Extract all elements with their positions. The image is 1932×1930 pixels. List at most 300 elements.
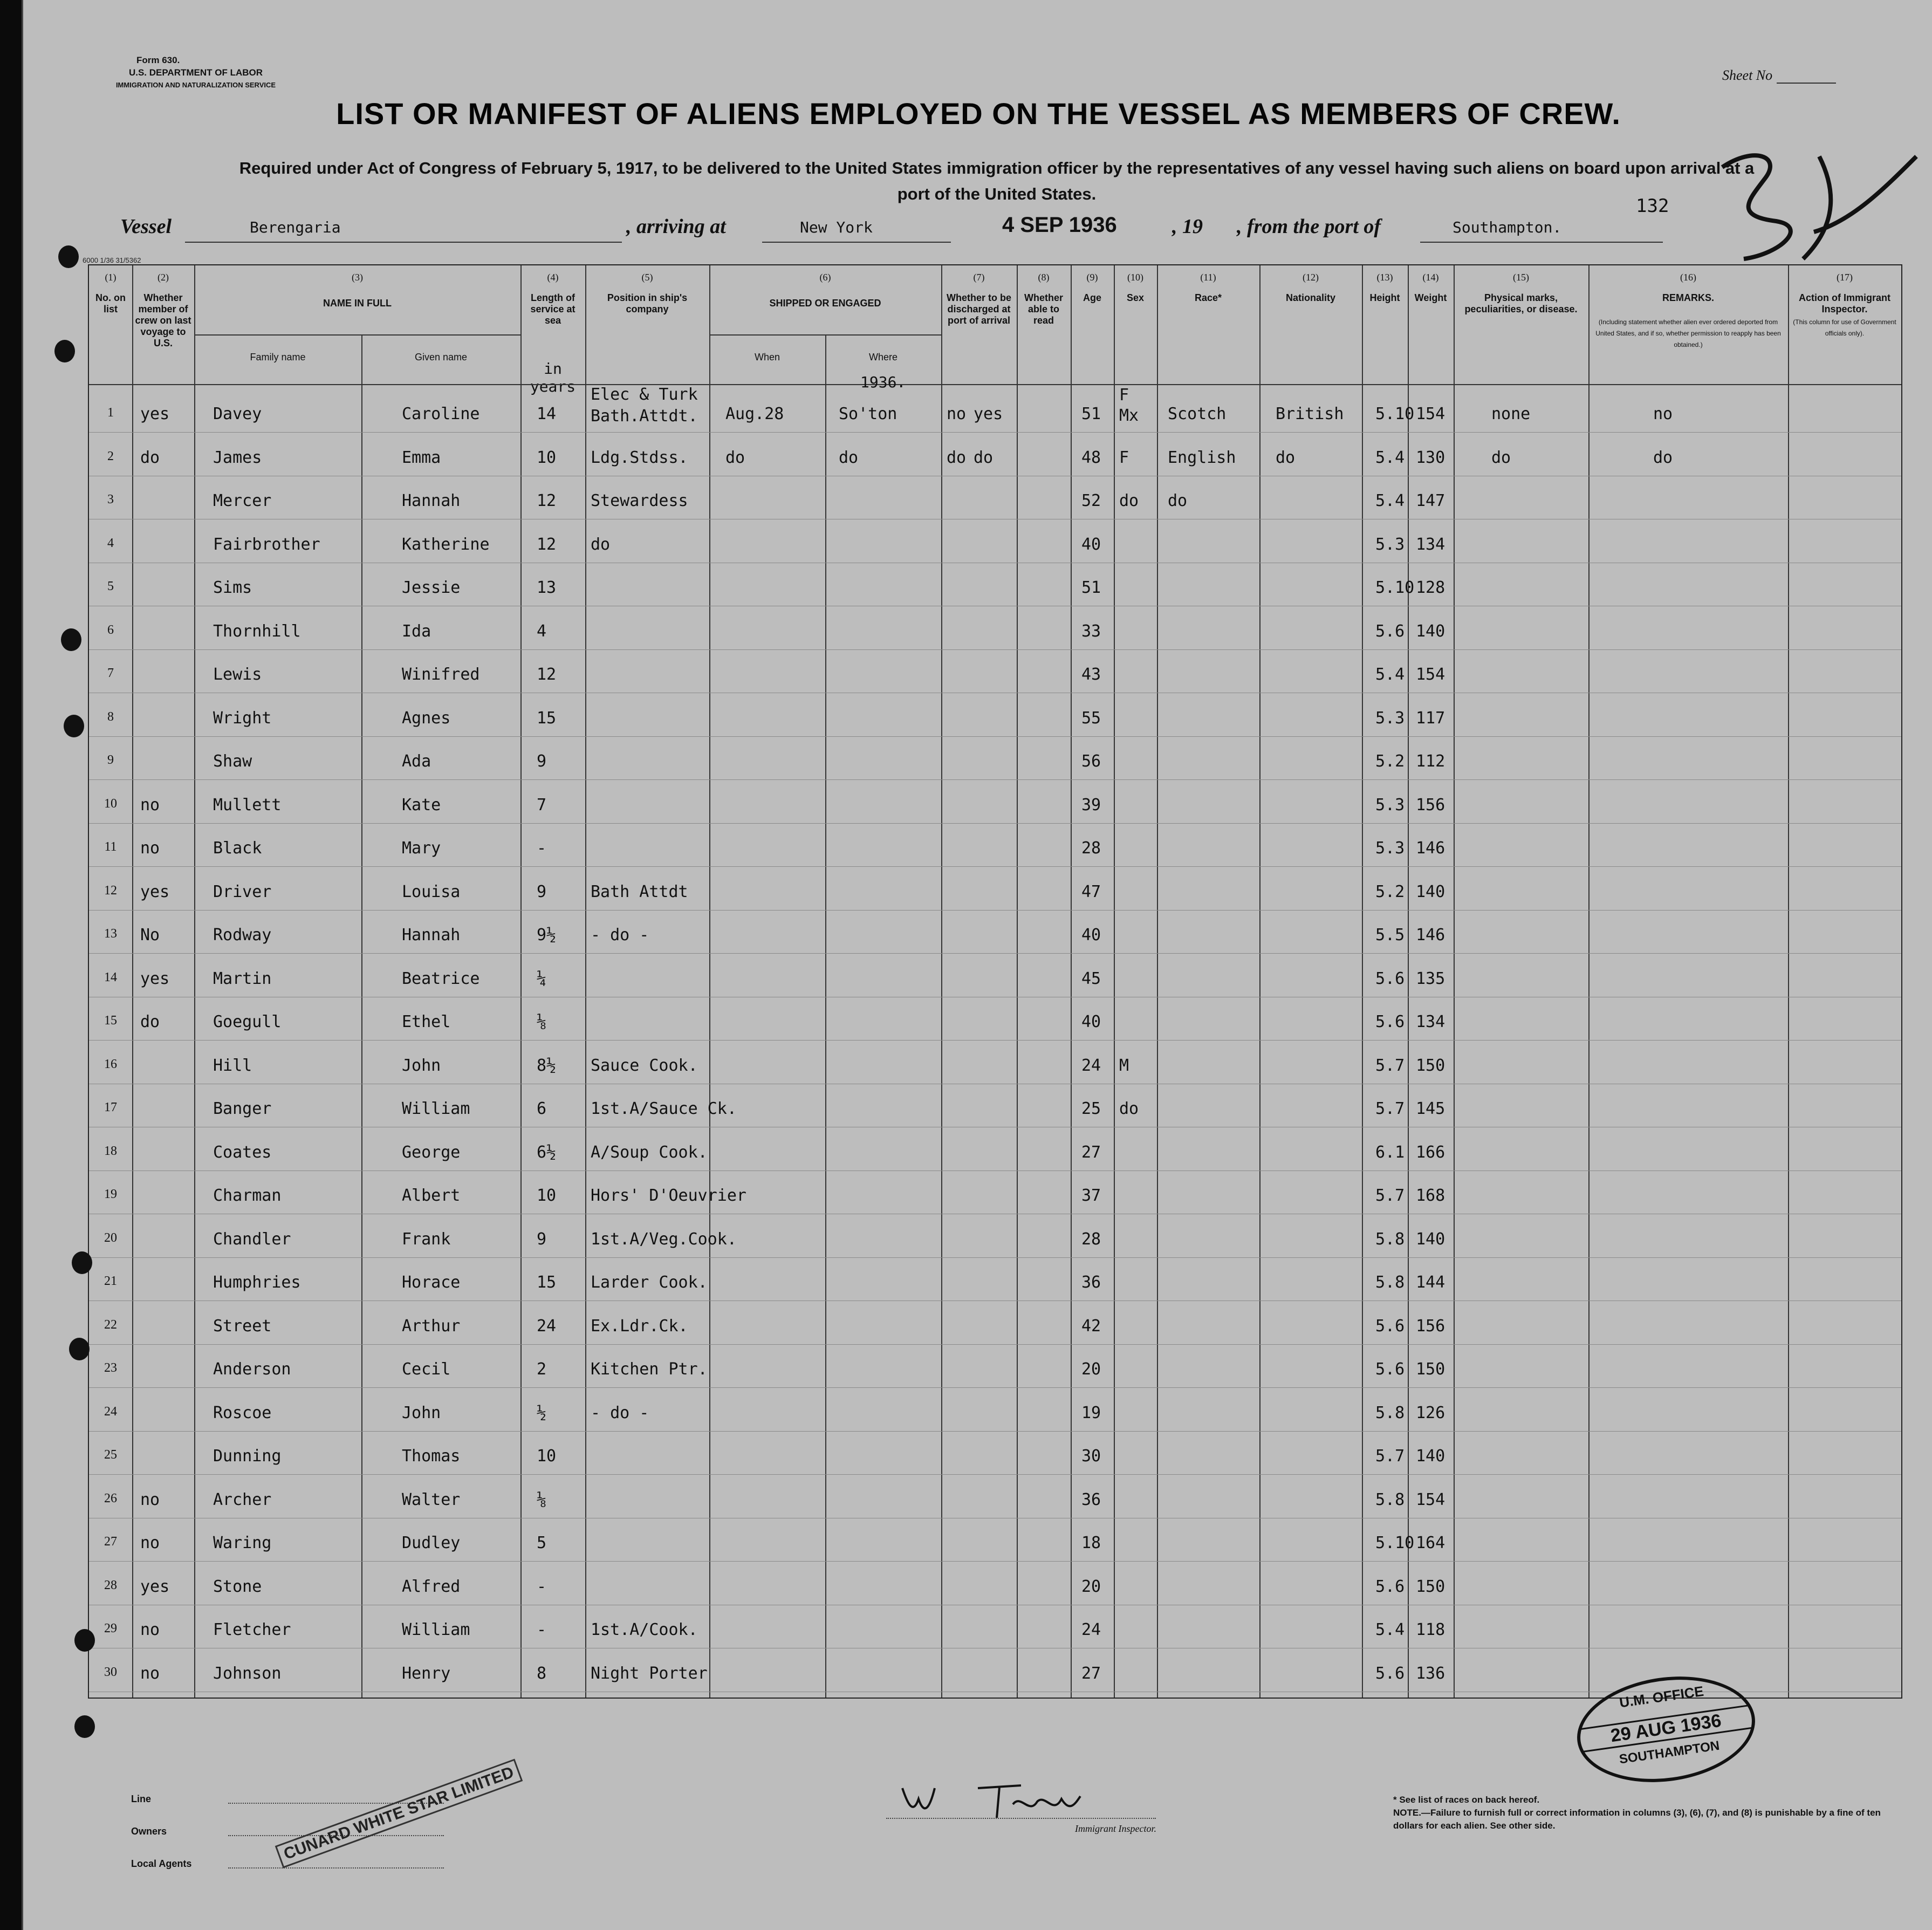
column-number: (16) xyxy=(1680,272,1696,283)
given-name: William xyxy=(402,1620,470,1639)
height: 5.7 xyxy=(1375,1447,1405,1466)
table-row xyxy=(89,1605,1901,1648)
age: 24 xyxy=(1081,1056,1101,1075)
given-name-header: Given name xyxy=(414,352,468,362)
family-name: Johnson xyxy=(213,1664,282,1683)
given-name: Winifred xyxy=(402,665,480,684)
inspector-label: Immigrant Inspector. xyxy=(1075,1823,1156,1834)
given-name: Mary xyxy=(402,839,441,858)
family-name: Hill xyxy=(213,1056,252,1075)
column-number: (2) xyxy=(157,272,169,283)
table-row xyxy=(89,476,1901,519)
sex: do xyxy=(1119,491,1139,510)
row-number: 23 xyxy=(104,1361,117,1375)
height: 5.4 xyxy=(1375,1620,1405,1639)
where-header: Where xyxy=(868,352,898,362)
age: 56 xyxy=(1081,752,1101,771)
family-name: Mercer xyxy=(213,491,272,510)
page-title: LIST OR MANIFEST OF ALIENS EMPLOYED ON THE VESSEL AS MEMBERS OF CREW. xyxy=(336,97,1621,131)
height: 5.3 xyxy=(1375,708,1405,728)
weight: 154 xyxy=(1416,405,1445,423)
table-row xyxy=(89,1518,1901,1562)
service-years: 12 xyxy=(537,535,557,554)
office-stamp-date: 29 AUG 1936 xyxy=(1579,1705,1753,1753)
table-row xyxy=(89,694,1901,737)
discharge: no xyxy=(947,405,967,423)
weight: 146 xyxy=(1416,839,1445,858)
weight: 130 xyxy=(1416,448,1445,467)
prev-voyage: no xyxy=(140,1490,160,1509)
family-name: James xyxy=(213,448,262,467)
weight: 150 xyxy=(1416,1360,1445,1379)
height: 5.5 xyxy=(1375,926,1405,945)
column-number: (3) xyxy=(352,272,363,283)
able-to-read: yes xyxy=(974,405,1003,423)
table-row xyxy=(89,1562,1901,1605)
table-row xyxy=(89,997,1901,1041)
age: 45 xyxy=(1081,969,1101,988)
family-name: Goegull xyxy=(213,1012,282,1031)
sex: F xyxy=(1119,448,1129,467)
service-years: 15 xyxy=(537,708,557,728)
office-stamp-top: U.M. OFFICE xyxy=(1618,1682,1705,1711)
height: 5.3 xyxy=(1375,795,1405,815)
when-header: When xyxy=(754,352,780,362)
arriving-label: , arriving at xyxy=(626,215,726,238)
given-name: Kate xyxy=(402,795,441,815)
table-row xyxy=(89,385,1901,433)
sheet-number-label: Sheet No xyxy=(1722,67,1836,84)
row-number: 22 xyxy=(104,1317,117,1332)
given-name: Horace xyxy=(402,1273,461,1292)
column-header: Height xyxy=(1369,292,1400,303)
where-shipped: So'ton xyxy=(839,405,898,423)
age: 28 xyxy=(1081,839,1101,858)
column-number: (1) xyxy=(105,272,117,283)
age: 52 xyxy=(1081,491,1101,510)
weight: 140 xyxy=(1416,882,1445,901)
age: 51 xyxy=(1081,405,1101,423)
crew-table xyxy=(88,264,1902,1699)
service-years: 6 xyxy=(537,1099,547,1118)
service-years: ½ xyxy=(537,1403,547,1422)
year-label: , 19 xyxy=(1172,215,1203,238)
height: 5.4 xyxy=(1375,491,1405,510)
weight: 134 xyxy=(1416,535,1445,554)
service-years: 7 xyxy=(537,795,547,815)
row-number: 18 xyxy=(104,1144,117,1158)
punch-hole-icon xyxy=(61,628,81,651)
given-name: Ethel xyxy=(402,1012,451,1031)
row-number: 24 xyxy=(104,1404,117,1419)
column-number: (13) xyxy=(1376,272,1393,283)
punch-hole-icon xyxy=(74,1629,95,1652)
column-header: No. on list xyxy=(95,292,126,314)
table-row xyxy=(89,433,1901,476)
prev-voyage: no xyxy=(140,1620,160,1639)
column-number: (7) xyxy=(973,272,985,283)
family-name-header: Family name xyxy=(250,352,306,362)
weight: 118 xyxy=(1416,1620,1445,1639)
service-years: ¼ xyxy=(537,969,547,988)
weight: 134 xyxy=(1416,1012,1445,1031)
row-number: 7 xyxy=(107,666,114,680)
height: 5.7 xyxy=(1375,1186,1405,1205)
family-name: Waring xyxy=(213,1534,272,1552)
row-number: 30 xyxy=(104,1665,117,1679)
table-row xyxy=(89,781,1901,824)
column-note: (This column for use of Government officials only). xyxy=(1793,318,1896,337)
given-name: Arthur xyxy=(402,1316,461,1336)
service-years: 13 xyxy=(537,578,557,597)
able-to-read: do xyxy=(974,448,994,467)
family-name: Fletcher xyxy=(213,1620,291,1639)
column-header: Nationality xyxy=(1285,292,1335,303)
weight: 128 xyxy=(1416,578,1445,597)
table-row xyxy=(89,1215,1901,1258)
height: 5.6 xyxy=(1375,1664,1405,1683)
height: 5.8 xyxy=(1375,1490,1405,1509)
prev-voyage: no xyxy=(140,839,160,858)
height: 5.2 xyxy=(1375,752,1405,771)
handwritten-mark-icon xyxy=(1711,146,1927,275)
position: 1st.A/Cook. xyxy=(591,1620,698,1639)
form-number: Form 630. xyxy=(136,55,180,65)
remarks: do xyxy=(1653,448,1673,467)
row-number: 10 xyxy=(104,796,117,811)
weight: 135 xyxy=(1416,969,1445,988)
given-name: Cecil xyxy=(402,1360,451,1379)
position: Sauce Cook. xyxy=(591,1056,698,1075)
weight: 156 xyxy=(1416,795,1445,815)
form-info xyxy=(109,54,282,91)
height: 5.2 xyxy=(1375,882,1405,901)
table-row xyxy=(89,1171,1901,1214)
sex: do xyxy=(1119,1099,1139,1118)
age: 19 xyxy=(1081,1403,1101,1422)
table-row xyxy=(89,737,1901,780)
table-row xyxy=(89,1041,1901,1084)
service-years: 2 xyxy=(537,1360,547,1379)
fine-note: NOTE.—Failure to furnish full or correct information in columns (3), (6), (7), and (8) is punishable by a fine of ten dollars for each alien. See other side. xyxy=(1393,1808,1881,1831)
service-years: 10 xyxy=(537,1447,557,1466)
nationality: do xyxy=(1276,448,1296,467)
weight: 126 xyxy=(1416,1403,1445,1422)
row-number: 2 xyxy=(107,449,114,463)
service: IMMIGRATION AND NATURALIZATION SERVICE xyxy=(115,81,276,89)
family-name: Stone xyxy=(213,1577,262,1596)
height: 5.4 xyxy=(1375,665,1405,684)
height: 5.8 xyxy=(1375,1403,1405,1422)
column-header: REMARKS. xyxy=(1662,292,1714,303)
subheader-rule xyxy=(194,334,520,336)
column-header: NAME IN FULL xyxy=(323,298,392,309)
print-code: 6000 1/36 31/5362 xyxy=(83,256,141,264)
remarks: no xyxy=(1653,405,1673,423)
punch-hole-icon xyxy=(54,340,75,362)
service-years: ⅛ xyxy=(537,1490,547,1509)
height: 5.8 xyxy=(1375,1273,1405,1292)
age: 27 xyxy=(1081,1664,1101,1683)
age: 55 xyxy=(1081,708,1101,728)
family-name: Roscoe xyxy=(213,1403,272,1422)
arrival-port: New York xyxy=(800,218,873,236)
local-agents-label: Local Agents xyxy=(131,1858,192,1869)
departure-port: Southampton. xyxy=(1453,218,1562,236)
weight: 166 xyxy=(1416,1142,1445,1162)
when-shipped: do xyxy=(725,448,745,467)
family-name: Humphries xyxy=(213,1273,301,1292)
footer-note xyxy=(1393,1794,1900,1832)
row-number: 17 xyxy=(104,1100,117,1114)
when-shipped: Aug.28 xyxy=(725,405,784,423)
age: 42 xyxy=(1081,1316,1101,1336)
height: 6.1 xyxy=(1375,1142,1405,1162)
given-name: Walter xyxy=(402,1490,461,1509)
manifest-sheet xyxy=(22,0,1932,1930)
column-header: Race* xyxy=(1194,292,1222,303)
family-name: Anderson xyxy=(213,1360,291,1379)
position: Ldg.Stdss. xyxy=(591,448,688,467)
height: 5.6 xyxy=(1375,969,1405,988)
weight: 154 xyxy=(1416,1490,1445,1509)
table-row xyxy=(89,1258,1901,1301)
family-name: Lewis xyxy=(213,665,262,684)
weight: 150 xyxy=(1416,1056,1445,1075)
service-years: 14 xyxy=(537,405,557,423)
service-years: 24 xyxy=(537,1316,557,1336)
height: 5.3 xyxy=(1375,535,1405,554)
column-number: (9) xyxy=(1086,272,1098,283)
weight: 156 xyxy=(1416,1316,1445,1336)
prev-voyage: no xyxy=(140,795,160,815)
family-name: Sims xyxy=(213,578,252,597)
given-name: Caroline xyxy=(402,405,480,423)
age: 40 xyxy=(1081,1012,1101,1031)
height: 5.7 xyxy=(1375,1099,1405,1118)
race: do xyxy=(1168,491,1188,510)
table-row xyxy=(89,1345,1901,1388)
row-number: 9 xyxy=(107,753,114,767)
age: 25 xyxy=(1081,1099,1101,1118)
department: U.S. DEPARTMENT OF LABOR xyxy=(128,67,263,78)
height: 5.10 xyxy=(1375,578,1415,597)
height: 5.10 xyxy=(1375,405,1415,423)
age: 36 xyxy=(1081,1273,1101,1292)
position: Hors' D'Oeuvrier xyxy=(591,1186,746,1205)
table-row xyxy=(89,1084,1901,1127)
age: 43 xyxy=(1081,665,1101,684)
row-number: 3 xyxy=(107,492,114,507)
service-years: 10 xyxy=(537,448,557,467)
weight: 147 xyxy=(1416,491,1445,510)
weight: 146 xyxy=(1416,926,1445,945)
age: 37 xyxy=(1081,1186,1101,1205)
punch-hole-icon xyxy=(72,1251,92,1274)
prev-voyage: do xyxy=(140,1012,160,1031)
service-years: ⅛ xyxy=(537,1012,547,1031)
given-name: Beatrice xyxy=(402,969,480,988)
given-name: George xyxy=(402,1142,461,1162)
weight: 154 xyxy=(1416,665,1445,684)
given-name: Katherine xyxy=(402,535,490,554)
height: 5.6 xyxy=(1375,1360,1405,1379)
page-number: 132 xyxy=(1636,195,1669,217)
physical-marks: do xyxy=(1491,448,1511,467)
service-years: - xyxy=(537,1620,547,1639)
weight: 164 xyxy=(1416,1534,1445,1552)
row-number: 13 xyxy=(104,927,117,941)
column-number: (6) xyxy=(819,272,831,283)
family-name: Archer xyxy=(213,1490,272,1509)
family-name: Driver xyxy=(213,882,272,901)
weight: 168 xyxy=(1416,1186,1445,1205)
row-number: 28 xyxy=(104,1578,117,1592)
given-name: John xyxy=(402,1056,441,1075)
family-name: Mullett xyxy=(213,795,282,815)
height: 5.8 xyxy=(1375,1229,1405,1249)
row-number: 21 xyxy=(104,1274,117,1288)
family-name: Black xyxy=(213,839,262,858)
given-name: Emma xyxy=(402,448,441,467)
age: 47 xyxy=(1081,882,1101,901)
height: 5.7 xyxy=(1375,1056,1405,1075)
row-number: 8 xyxy=(107,709,114,724)
row-number: 6 xyxy=(107,622,114,637)
age: 20 xyxy=(1081,1360,1101,1379)
table-row xyxy=(89,563,1901,606)
age: 36 xyxy=(1081,1490,1101,1509)
row-number: 5 xyxy=(107,579,114,593)
position: Bath Attdt xyxy=(591,882,688,901)
owners-label: Owners xyxy=(131,1826,167,1837)
column-header: Weight xyxy=(1414,292,1447,303)
column-note: (Including statement whether alien ever ordered deported from United States, and if so, whether permission to reapply has been obtained.) xyxy=(1595,318,1781,348)
age: 40 xyxy=(1081,926,1101,945)
table-row xyxy=(89,607,1901,650)
family-name: Shaw xyxy=(213,752,252,771)
service-years: 10 xyxy=(537,1186,557,1205)
service-years: 15 xyxy=(537,1273,557,1292)
position: 1st.A/Veg.Cook. xyxy=(591,1229,737,1249)
punch-hole-icon xyxy=(64,715,84,737)
punch-hole-icon xyxy=(69,1338,90,1360)
age: 20 xyxy=(1081,1577,1101,1596)
punch-hole-icon xyxy=(74,1715,95,1738)
service-years: 4 xyxy=(537,621,547,641)
position: Kitchen Ptr. xyxy=(591,1360,708,1379)
service-years: - xyxy=(537,839,547,858)
row-number: 4 xyxy=(107,536,114,550)
column-header: Physical marks, peculiarities, or disease. xyxy=(1464,292,1578,314)
column-number: (10) xyxy=(1127,272,1143,283)
row-number: 1 xyxy=(107,406,114,420)
given-name: Ida xyxy=(402,621,431,641)
position: A/Soup Cook. xyxy=(591,1142,708,1162)
date-stamp: 4 SEP 1936 xyxy=(1002,213,1117,237)
service-years: 12 xyxy=(537,491,557,510)
table-row xyxy=(89,1432,1901,1475)
prev-voyage: do xyxy=(140,448,160,467)
where-shipped: do xyxy=(839,448,859,467)
race: English xyxy=(1168,448,1236,467)
position: Larder Cook. xyxy=(591,1273,708,1292)
column-header: Whether to be discharged at port of arrival xyxy=(947,292,1011,326)
position: - do - xyxy=(591,1403,649,1422)
agent-stamp: CUNARD WHITE STAR LIMITED xyxy=(275,1758,523,1868)
table-row xyxy=(89,1302,1901,1345)
given-name: Thomas xyxy=(402,1447,461,1466)
position: do xyxy=(591,535,611,554)
service-years: 12 xyxy=(537,665,557,684)
given-name: Louisa xyxy=(402,882,461,901)
weight: 150 xyxy=(1416,1577,1445,1596)
when-year: 1936. xyxy=(860,373,906,391)
weight: 117 xyxy=(1416,708,1445,728)
family-name: Davey xyxy=(213,405,262,423)
prev-voyage: No xyxy=(140,926,160,945)
height: 5.10 xyxy=(1375,1534,1415,1552)
column-number: (15) xyxy=(1513,272,1529,283)
age: 18 xyxy=(1081,1534,1101,1552)
column-number: (17) xyxy=(1837,272,1853,283)
age: 27 xyxy=(1081,1142,1101,1162)
physical-marks: none xyxy=(1491,405,1531,423)
prev-voyage: yes xyxy=(140,969,170,988)
table-row xyxy=(89,1475,1901,1518)
sex: F Mx xyxy=(1119,386,1139,425)
service-years: 9½ xyxy=(537,926,557,945)
service-years: 9 xyxy=(537,1229,547,1249)
subheader-rule xyxy=(709,334,941,336)
height: 5.6 xyxy=(1375,1577,1405,1596)
age: 40 xyxy=(1081,535,1101,554)
weight: 140 xyxy=(1416,1229,1445,1249)
family-name: Wright xyxy=(213,708,272,728)
table-row xyxy=(89,520,1901,563)
family-name: Coates xyxy=(213,1142,272,1162)
races-note: * See list of races on back hereof. xyxy=(1393,1795,1540,1805)
weight: 140 xyxy=(1416,621,1445,641)
family-name: Street xyxy=(213,1316,272,1336)
column-number: (5) xyxy=(641,272,653,283)
service-years: 9 xyxy=(537,882,547,901)
weight: 144 xyxy=(1416,1273,1445,1292)
given-name: Agnes xyxy=(402,708,451,728)
row-number: 25 xyxy=(104,1448,117,1462)
service-years: 9 xyxy=(537,752,547,771)
position: Stewardess xyxy=(591,491,688,510)
age: 24 xyxy=(1081,1620,1101,1639)
table-row xyxy=(89,1128,1901,1171)
column-header: Age xyxy=(1083,292,1101,303)
column-number: (4) xyxy=(547,272,559,283)
sex: M xyxy=(1119,1056,1129,1075)
race: Scotch xyxy=(1168,405,1227,423)
height: 5.4 xyxy=(1375,448,1405,467)
position: Night Porter xyxy=(591,1664,708,1683)
row-number: 15 xyxy=(104,1014,117,1028)
punch-hole-icon xyxy=(58,245,79,268)
prev-voyage: no xyxy=(140,1664,160,1683)
table-row xyxy=(89,1388,1901,1432)
header xyxy=(23,0,1932,264)
given-name: Hannah xyxy=(402,926,461,945)
service-years: 8 xyxy=(537,1664,547,1683)
line-label: Line xyxy=(131,1794,152,1804)
row-number: 12 xyxy=(104,883,117,898)
age: 33 xyxy=(1081,621,1101,641)
